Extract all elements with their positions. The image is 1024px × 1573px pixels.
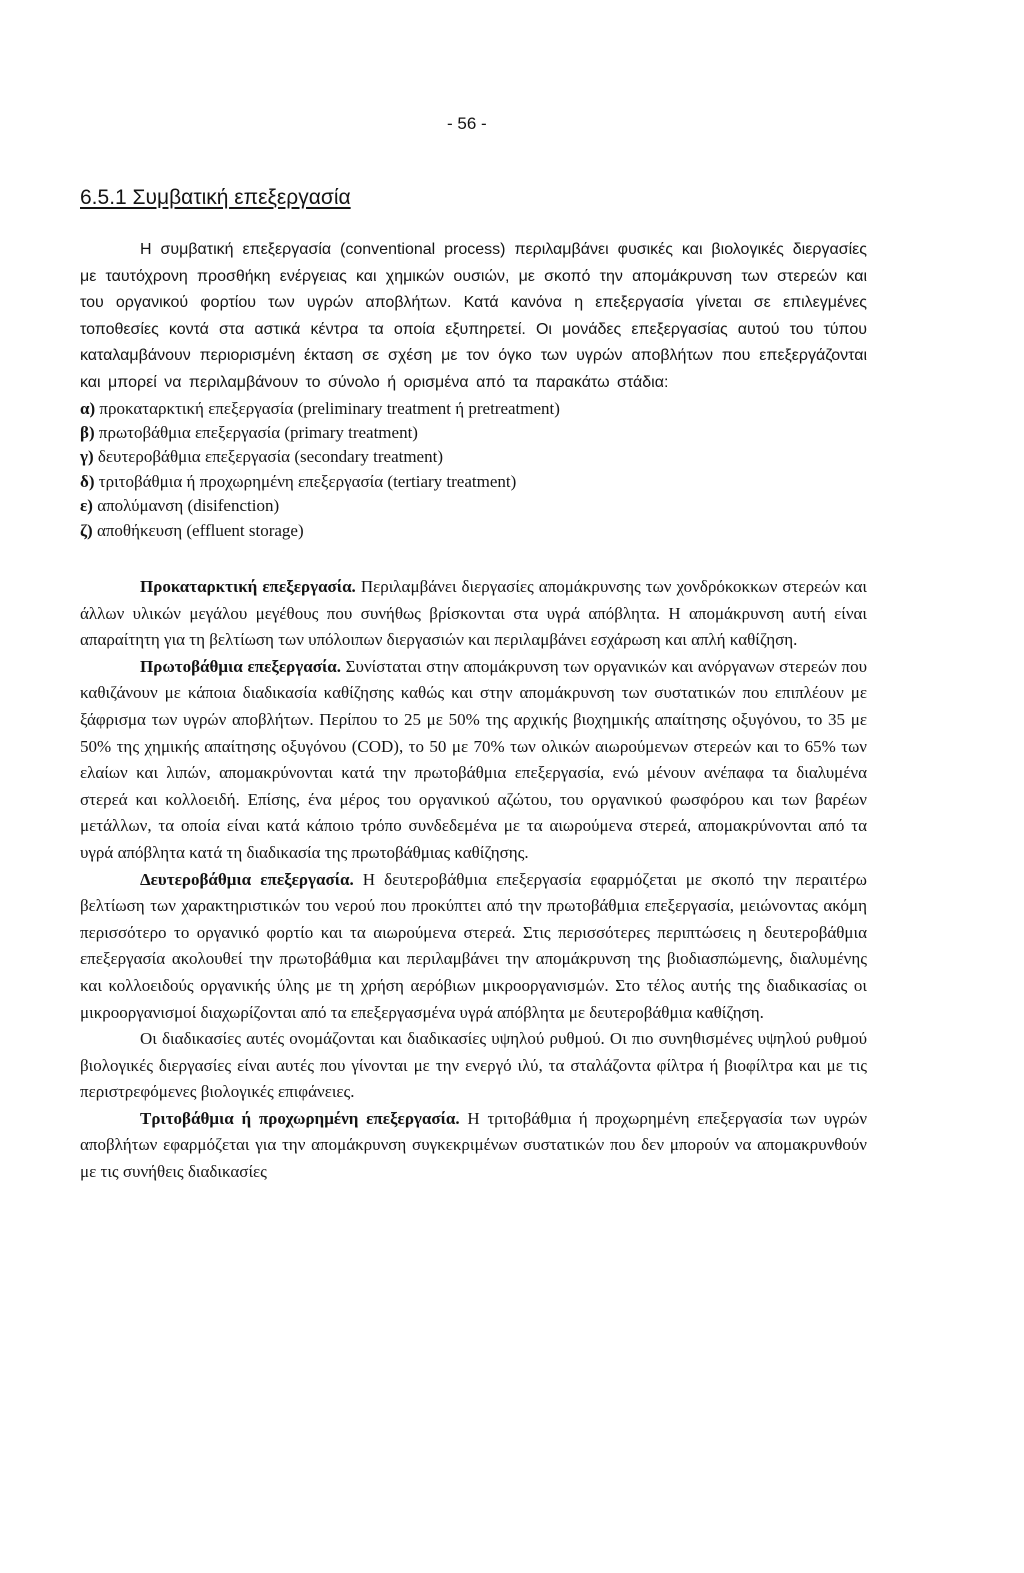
list-marker: ζ) [80, 520, 93, 540]
list-item [80, 397, 867, 421]
preliminary-text: Περιλαμβάνει διεργασίες απομάκρυνσης των χονδρόκοκκων στερεών και άλλων υλικών μεγάλου μεγέθους που συνήθως βρίσκονται στα υγρά απόβλητα. Η απομάκρυνση αυτή είναι απαραίτητη για τη βελτίωση των υπόλοιπων διεργασιών και περιλαμβάνει εσχάρωση και απλή καθίζηση. [80, 577, 867, 650]
stage-list [80, 397, 867, 543]
tertiary-paragraph [80, 1106, 867, 1186]
tertiary-title: Τριτοβάθμια ή προχωρημένη επεξεργασία. [140, 1108, 460, 1128]
primary-text: Συνίσταται στην απομάκρυνση των οργανικών και ανόργανων στερεών που καθιζάνουν με κάποια διαδικασία καθίζησης καθώς και στην απομάκρυνση των συστατικών που επιπλέουν με ξάφρισμα των υγρών αποβλήτων. Περίπου το 25 με 50% της αρχικής βιοχημικής απαίτησης οξυγόνου, το 35 με 50% της χημικής απαίτησης οξυγόνου (COD), το 50 με 70% των ολικών αιωρούμενων στερεών και το 65% των ελαίων και λιπών, απομακρύνονται κατά την πρωτοβάθμια επεξεργασία, ενώ μένουν ανέπαφα τα διαλυμένα στερεά και κολλοειδή. Επίσης, ένα μέρος του οργανικού αζώτου, του οργανικού φωσφόρου και των βαρέων μετάλλων, τα οποία είναι κατά κάποιο τρόπο συνδεδεμένα με τα αιωρούμενα στερεά, απομακρύνονται από τα υγρά απόβλητα κατά τη διαδικασία της πρωτοβάθμιας καθίζησης. [80, 656, 867, 862]
intro-paragraph [80, 237, 867, 397]
list-marker: α) [80, 398, 96, 418]
paragraph-gap [80, 543, 867, 574]
list-text: πρωτοβάθμια επεξεργασία (primary treatment) [94, 422, 418, 442]
list-text: απολύμανση (disifenction) [92, 496, 280, 516]
tertiary-text: Η τριτοβάθμια ή προχωρημένη επεξεργασία των υγρών αποβλήτων εφαρμόζεται για την απομάκρυνση συγκεκριμένων συστατικών που δεν μπορούν να απομακρυνθούν με τις συνήθεις διαδικασίες [80, 1108, 868, 1182]
secondary-text: Η δευτεροβάθμια επεξεργασία εφαρμόζεται με σκοπό την περαιτέρω βελτίωση των χαρακτηριστικών του νερού που προκύπτει από την πρωτοβάθμια επεξεργασία, μειώνοντας ακόμη περισσότερο το οργανικό φορτίο και τα αιωρούμενα στερεά. Στις περισσότερες περιπτώσεις η δευτεροβάθμια επεξεργασία ακολουθεί την πρωτοβάθμια και περιλαμβάνει την απομάκρυνση της βιοδιασπώμενης, διαλυμένης και κολλοειδούς οργανικής ύλης με τη χρήση αερόβιων μικροοργανισμών. Στο τέλος αυτής της διαδικασίας οι μικροοργανισμοί διαχωρίζονται από τα επεξεργασμένα υγρά απόβλητα με δευτεροβάθμια καθίζηση. [80, 869, 867, 1022]
list-marker: β) [80, 422, 95, 442]
document-body [80, 237, 867, 1186]
high-rate-paragraph [80, 1026, 867, 1106]
list-item [80, 421, 867, 445]
primary-title: Πρωτοβάθμια επεξεργασία. [140, 656, 341, 676]
list-item [80, 470, 867, 494]
intro-text-2: Οι μονάδες επεξεργασίας αυτού του τύπου καταλαμβάνουν περιορισμένη έκταση σε σχέση με τον όγκο των υγρών αποβλήτων που επεξεργάζονται και μπορεί να περιλαμβάνουν το σύνολο ή ορισμένα από τα παρακάτω στάδια: [80, 320, 867, 391]
secondary-title: Δευτεροβάθμια επεξεργασία. [140, 869, 354, 889]
list-text: αποθήκευση (effluent storage) [92, 520, 304, 540]
list-item [80, 519, 867, 543]
list-text: προκαταρκτική επεξεργασία (preliminary treatment ή pretreatment) [95, 398, 560, 418]
list-text: δευτεροβάθμια επεξεργασία (secondary treatment) [93, 447, 443, 467]
list-marker: γ) [80, 447, 94, 467]
list-item [80, 445, 867, 469]
list-marker: δ) [80, 471, 95, 491]
preliminary-paragraph [80, 574, 867, 654]
page-number: - 56 - [447, 114, 487, 133]
section-heading: 6.5.1 Συμβατική επεξεργασία [80, 186, 351, 209]
list-item [80, 494, 867, 518]
preliminary-title: Προκαταρκτική επεξεργασία. [140, 577, 356, 596]
list-marker: ε) [80, 496, 93, 516]
intro-text-1: Η συμβατική επεξεργασία (conventional process) περιλαμβάνει φυσικές και βιολογικές διεργασίες με ταυτόχρονη προσθήκη ενέργειας και χημικών ουσιών, με σκοπό την απομάκρυνση των στερεών και του οργανικού φορτίου των υγρών αποβλήτων. Κατά κανόνα η επεξεργασία γίνεται σε επιλεγμένες τοποθεσίες κοντά στα αστικά κέντρα τα οποία εξυπηρετεί. [80, 241, 867, 338]
list-text: τριτοβάθμια ή προχωρημένη επεξεργασία (tertiary treatment) [94, 471, 517, 491]
primary-paragraph [80, 654, 867, 867]
high-rate-text: Οι διαδικασίες αυτές ονομάζονται και διαδικασίες υψηλού ρυθμού. Οι πιο συνηθισμένες υψηλού ρυθμού βιολογικές διεργασίες είναι αυτές που γίνονται με την ενεργό ιλύ, τα σταλάζοντα φίλτρα ή βιοφίλτρα και με τις περιστρεφόμενες βιολογικές επιφάνειες. [80, 1029, 867, 1102]
secondary-paragraph [80, 867, 867, 1027]
